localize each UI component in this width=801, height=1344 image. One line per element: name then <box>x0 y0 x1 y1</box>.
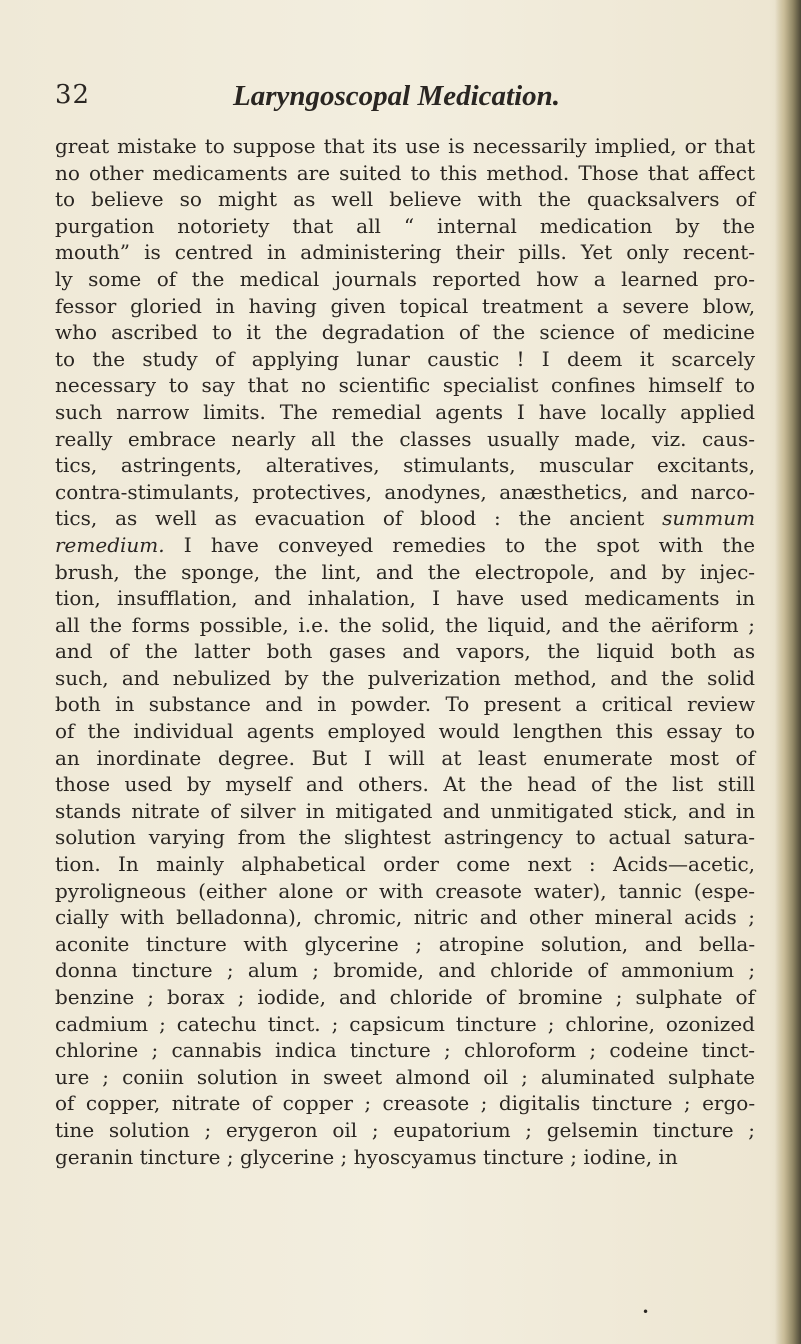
text-line: no other medicaments are suited to this method. Those that affect <box>55 160 756 185</box>
text-line: purgation notoriety that all “ internal medication by the <box>55 213 756 238</box>
text-line: and of the latter both gases and vapors, the liquid both as <box>55 639 756 664</box>
text-line: those used by myself and others. At the head of the list still <box>55 772 756 797</box>
text-line: who ascribed to it the degradation of the science of medicine <box>55 320 756 345</box>
text-line: all the forms possible, i.e. the solid, the liquid, and the aëriform ; <box>55 612 755 637</box>
text-line: aconite tincture with glycerine ; atropine solution, and bella- <box>55 931 756 956</box>
text-line: to the study of applying lunar caustic ! I deem it scarcely <box>55 346 756 371</box>
text-line: tics, astringents, alteratives, stimulants, muscular excitants, <box>55 453 756 478</box>
text-line: great mistake to suppose that its use is necessarily implied, or that <box>55 134 756 158</box>
text-line: cially with belladonna), chromic, nitric and other mineral acids ; <box>55 905 755 930</box>
text-line: of the individual agents employed would lengthen this essay to <box>55 719 756 744</box>
text-line: benzine ; borax ; iodide, and chloride of bromine ; sulphate of <box>55 985 755 1009</box>
text-line: such narrow limits. The remedial agents I have locally applied <box>55 399 756 424</box>
text-line: tion, insufflation, and inhalation, I have used medicaments in <box>55 586 756 611</box>
text-line: to believe so might as well believe with the quacksalvers of <box>55 187 755 212</box>
text-line: fessor gloried in having given topical treatment a severe blow, <box>55 293 756 318</box>
text-line: really embrace nearly all the classes usually made, viz. caus- <box>55 426 756 451</box>
running-title: Laryngoscopal Medication. <box>233 80 561 112</box>
text-line: tion. In mainly alphabetical order come next : Acids—acetic, <box>55 852 755 877</box>
text-line: ly some of the medical journals reported how a learned pro- <box>55 266 755 291</box>
footer-mark: • <box>642 1305 650 1319</box>
text-line: geranin tincture ; glycerine ; hyoscyamus tincture ; iodine, in <box>55 1144 678 1169</box>
text-line: necessary to say that no scientific specialist confines himself to <box>55 373 755 398</box>
text-line: of copper, nitrate of copper ; creasote ; digitalis tincture ; ergo- <box>55 1091 756 1116</box>
page-header <box>55 80 755 116</box>
text-line: donna tincture ; alum ; bromide, and chloride of ammonium ; <box>55 958 756 983</box>
text-line: brush, the sponge, the lint, and the electropole, and by injec- <box>55 559 756 584</box>
text-line: contra-stimulants, protectives, anodynes, anæsthetics, and narco- <box>55 479 755 504</box>
text-line: remedium. I have conveyed remedies to the spot with the <box>55 532 756 557</box>
text-line: an inordinate degree. But I will at least enumerate most of <box>55 745 755 770</box>
text-line: solution varying from the slightest astringency to actual satura- <box>55 825 756 850</box>
text-line: both in substance and in powder. To present a critical review <box>55 692 756 717</box>
text-line: tine solution ; erygeron oil ; eupatorium ; gelsemin tincture ; <box>55 1117 756 1142</box>
text-line: cadmium ; catechu tinct. ; capsicum tincture ; chlorine, ozonized <box>55 1011 755 1036</box>
text-line: tics, as well as evacuation of blood : the ancient summum <box>55 506 756 531</box>
body-text <box>55 133 755 1170</box>
text-line: such, and nebulized by the pulverization method, and the solid <box>55 665 756 690</box>
text-line: mouth” is centred in administering their pills. Yet only recent- <box>55 240 755 265</box>
page-edge-shadow <box>775 0 801 1344</box>
page-number: 32 <box>55 80 91 110</box>
text-line: pyroligneous (either alone or with creasote water), tannic (espe- <box>55 878 756 903</box>
text-line: chlorine ; cannabis indica tincture ; chloroform ; codeine tinct- <box>55 1038 755 1063</box>
text-line: ure ; coniin solution in sweet almond oil ; aluminated sulphate <box>55 1064 755 1089</box>
text-line: stands nitrate of silver in mitigated and unmitigated stick, and in <box>55 798 756 823</box>
